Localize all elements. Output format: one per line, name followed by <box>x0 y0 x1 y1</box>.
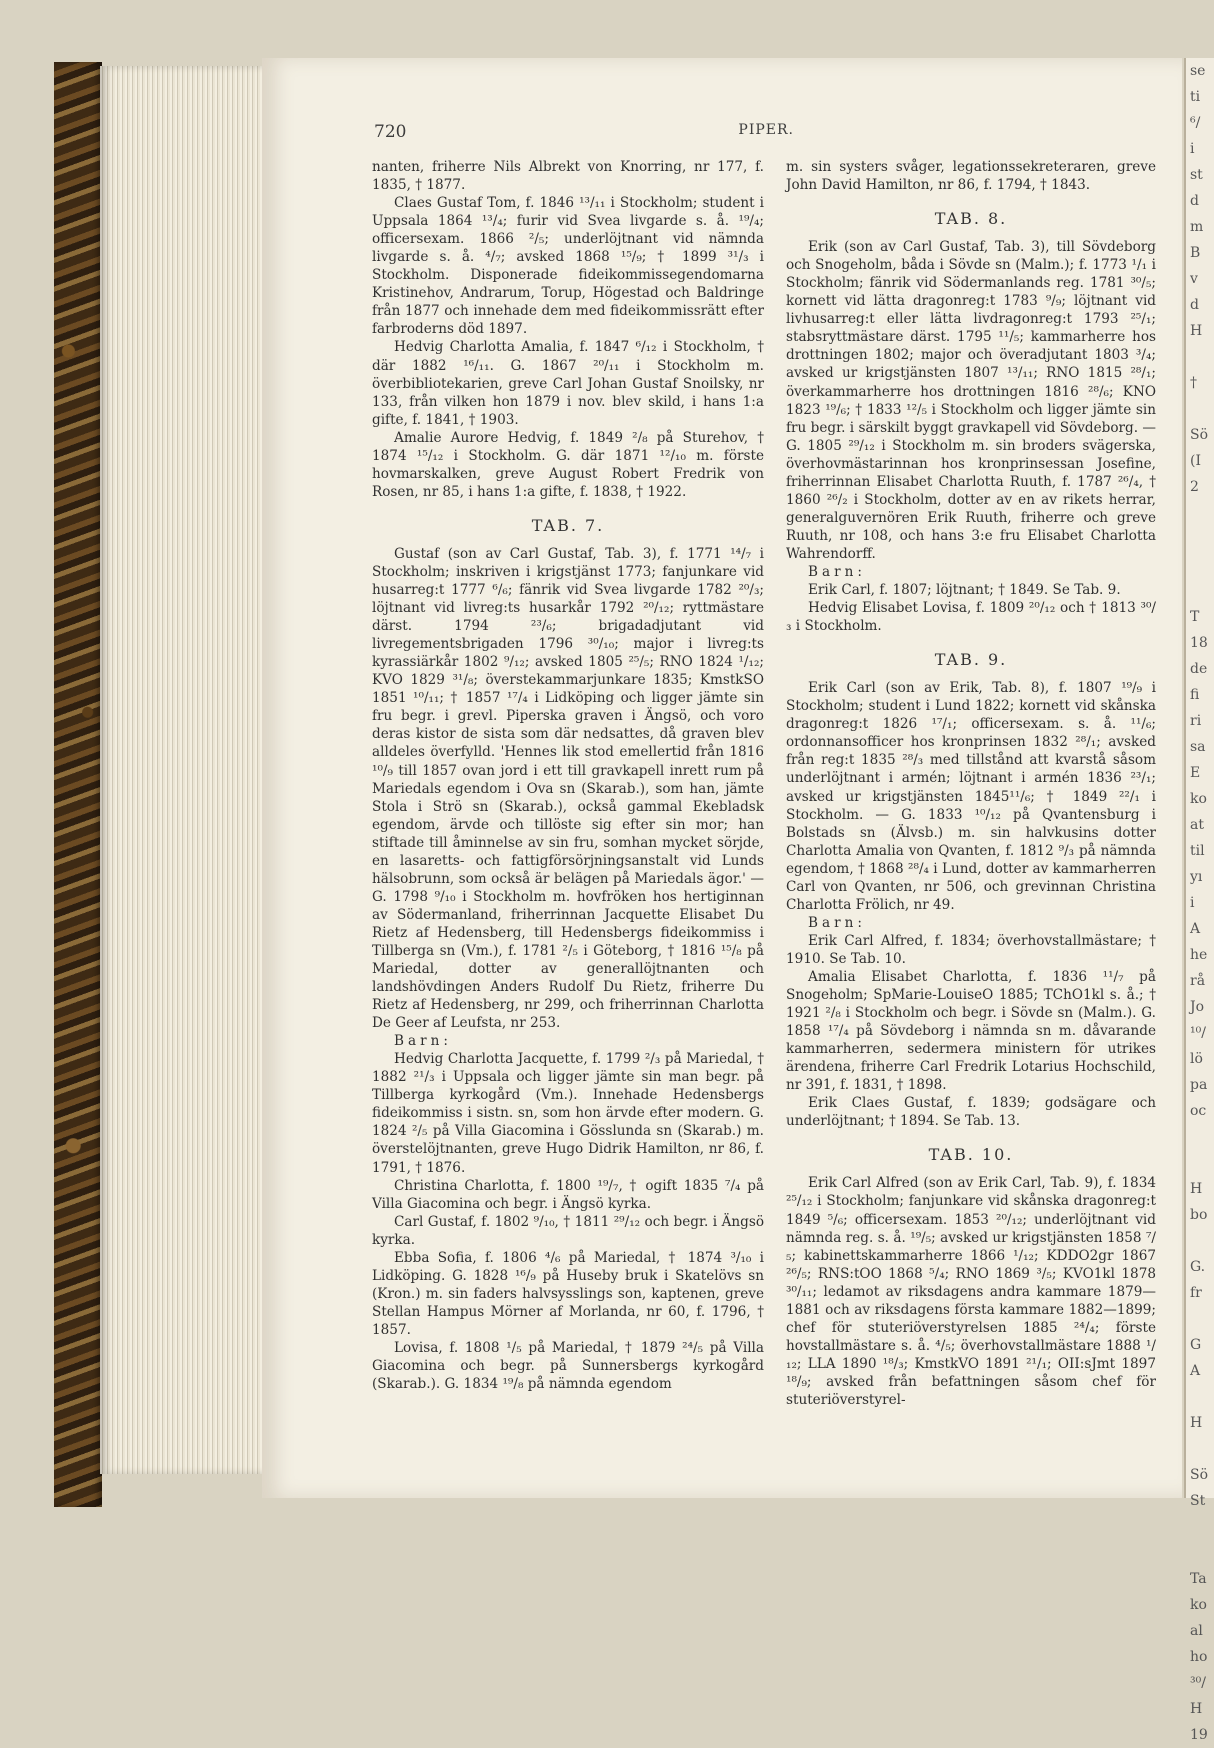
facing-page-text-fragment: ho <box>1190 1649 1208 1665</box>
facing-page-text-fragment <box>1186 578 1214 604</box>
facing-page-text-fragment: ⁶/ <box>1190 115 1201 131</box>
facing-page-text-fragment: E <box>1190 765 1201 781</box>
entry-paragraph: Hedvig Charlotta Jacquette, f. 1799 ²/₃ på Mariedal, † 1882 ²¹/₃ i Uppsala och ligger jämte sin man begr. på Tillberga kyrkogård (Vm.). Innehade Hedensbergs fideikommiss i sistn. sn, som hon ärvde efter modern. G. 1824 ²/₅ på Villa Giacomina i Gösslunda sn (Skarab.) m. överstelöjtnanten, greve Hugo Didrik Hamilton, nr 86, f. 1791, † 1876. <box>372 1051 764 1176</box>
facing-page-text-fragment: ¹⁰/ <box>1190 1025 1206 1041</box>
facing-page-text-fragment: pa <box>1190 1077 1208 1093</box>
facing-page-text-fragment: (I <box>1190 453 1201 469</box>
facing-page-text-fragment: i <box>1190 895 1195 911</box>
facing-page-text-fragment <box>1186 552 1214 578</box>
page-header <box>374 122 794 146</box>
facing-page-text-fragment: A <box>1190 1363 1201 1379</box>
entry-paragraph: Carl Gustaf, f. 1802 ⁹/₁₀, † 1811 ²⁹/₁₂ och begr. i Ängsö kyrka. <box>372 1213 764 1248</box>
facing-page-text-fragment <box>1186 500 1214 526</box>
facing-page-text-fragment: ri <box>1190 713 1202 729</box>
facing-page-text-fragment <box>1186 1436 1214 1462</box>
facing-page-text-fragment <box>1186 1150 1214 1176</box>
facing-page-text-fragment: Sö <box>1190 1467 1209 1483</box>
facing-page-text-fragment: at <box>1190 817 1204 833</box>
entry-paragraph: Hedvig Elisabet Lovisa, f. 1809 ²⁰/₁₂ och † 1813 ³⁰/₃ i Stockholm. <box>786 600 1156 635</box>
entry-paragraph: Amalie Aurore Hedvig, f. 1849 ²/₈ på Sturehov, † 1874 ¹⁵/₁₂ i Stockholm. G. där 1871 ¹²/₁₀ m. förste hovmarskalken, greve August Robert Fredrik von Rosen, nr 85, i hans 1:a gifte, f. 1838, † 1922. <box>372 429 764 500</box>
facing-page-text-fragment: 18 <box>1190 635 1208 651</box>
facing-page-text-fragment: A <box>1190 921 1201 937</box>
facing-page-text-fragment: de <box>1190 661 1208 677</box>
facing-page-text-fragment: ³⁰/ <box>1190 1675 1206 1691</box>
entry-paragraph: Erik (son av Carl Gustaf, Tab. 3), till Sövdeborg och Snogeholm, båda i Sövde sn (Malm.); f. 1773 ¹/₁ i Stockholm; fänrik vid Södermanlands reg. 1781 ³⁰/₅; kornett vid lätta dragonreg:t 1783 ⁹/₉; löjtnant vid livhusarreg:t eller lätta livdragonreg:t 1793 ²⁵/₁; stabsryttmästare därst. 1795 ¹¹/₅; kammarherre hos drottningen 1802; major och överadjutant 1803 ³/₄; avsked ur krigstjänsten 1807 ¹³/₁₁; RNO 1815 ²⁸/₁; överkammarherre hos drottningen 1816 ²⁸/₆; KNO 1823 ¹⁹/₆; † 1833 ¹²/₅ i Stockholm och ligger jämte sin fru begr. i särskilt byggt gravkapell vid Sövdeborg. — G. 1805 ²⁹/₁₂ i Stockholm m. sin broders svägerska, överhovmästarinnan hos kronprinsessan Josefine, friherrinnan Elisabet Charlotta Ruuth, f. 1787 ²⁶/₄, † 1860 ²⁶/₂ i Stockholm, dotter av en av rikets herrar, generalguvernören Erik Ruuth, friherre och greve Ruuth, nr 108, och hans 3:e fru Elisabet Charlotta Wahrendorff. <box>786 239 1156 562</box>
facing-page-text-fragment: ti <box>1190 89 1201 105</box>
facing-page-text-fragment: sa <box>1190 739 1206 755</box>
facing-page-fragment <box>1184 58 1214 1743</box>
facing-page-text-fragment: Ta <box>1190 1571 1207 1587</box>
facing-page-text-fragment <box>1186 526 1214 552</box>
facing-page-text-fragment: d <box>1190 193 1199 209</box>
facing-page-text-fragment: m <box>1190 219 1204 235</box>
facing-page-text-fragment: lö <box>1190 1051 1203 1067</box>
page-stack-edges <box>100 66 270 1474</box>
facing-page-text-fragment: fr <box>1190 1285 1202 1301</box>
tab-heading: TAB. 9. <box>934 650 1008 670</box>
facing-page-text-fragment: 2 <box>1190 479 1199 495</box>
entry-paragraph: Erik Carl, f. 1807; löjtnant; † 1849. Se Tab. 9. <box>808 582 1121 599</box>
facing-page-text-fragment: H <box>1190 1701 1203 1717</box>
tab-heading: TAB. 7. <box>531 515 605 535</box>
facing-page-text-fragment: he <box>1190 947 1208 963</box>
facing-page-text-fragment: al <box>1190 1623 1203 1639</box>
entry-paragraph: Christina Charlotta, f. 1800 ¹⁹/₇, † ogift 1835 ⁷/₄ på Villa Giacomina och begr. i Ängsö kyrka. <box>372 1177 764 1212</box>
facing-page-text-fragment: Jo <box>1190 999 1205 1015</box>
entry-paragraph: Lovisa, f. 1808 ¹/₅ på Mariedal, † 1879 ²⁴/₅ på Villa Giacomina och begr. på Sunnersbergs kyrkogård (Skarab.). G. 1834 ¹⁹/₈ på nämnda egendom <box>372 1340 764 1393</box>
entry-paragraph: Erik Carl Alfred (son av Erik Carl, Tab. 9), f. 1834 ²⁵/₁₂ i Stockholm; fanjunkare vid skånska dragonreg:t 1849 ⁵/₆; officersexam. 1853 ²⁰/₁₂; underlöjtnant vid nämnda reg. s. å. ¹⁹/₅; avsked ur krigstjänsten 1858 ⁷/₅; kabinettskammarherre 1866 ¹/₁₂; KDDO2gr 1867 ²⁶/₅; RNS:tOO 1868 ⁵/₄; RNO 1869 ³/₅; KVO1kl 1878 ³⁰/₁₁; ledamot av riksdagens andra kammare 1879—1881 och av riksdagens första kammare 1882—1899; chef för stuteriöverstyrelsen 1885 ²⁴/₄; förste hovstallmästare s. å. ⁴/₅; överhovstallmästare 1888 ¹/₁₂; LLA 1890 ¹⁸/₃; KmstkVO 1891 ²¹/₁; OII:sJmt 1897 ¹⁸/₉; avsked från befattningen såsom chef för stuteriöverstyrel- <box>786 1175 1156 1408</box>
entry-paragraph: Erik Carl Alfred, f. 1834; överhovstallmästare; † 1910. Se Tab. 10. <box>786 932 1156 967</box>
facing-page-text-fragment: se <box>1190 63 1206 79</box>
facing-page-text-fragment: B <box>1190 245 1201 261</box>
facing-page-text-fragment: yı <box>1190 869 1203 885</box>
entry-paragraph: Claes Gustaf Tom, f. 1846 ¹³/₁₁ i Stockholm; student i Uppsala 1864 ¹³/₄; furir vid Svea livgarde s. å. ¹⁹/₄; officersexam. 1866 ²/₅; underlöjtnant vid nämnda livgarde s. å. ⁴/₇; avsked 1868 ¹⁵/₉; † 1899 ³¹/₃ i Stockholm. Disponerade fideikommissegendomarna Kristinehov, Andrarum, Torup, Högestad och Baldringe från 1877 och innehade dem med fideikommissrätt efter farbroderns död 1897. <box>372 195 764 338</box>
tab-heading: TAB. 10. <box>928 1145 1014 1165</box>
entry-paragraph: Erik Carl (son av Erik, Tab. 8), f. 1807 ¹⁹/₉ i Stockholm; student i Lund 1822; kornett vid skånska dragonreg:t 1826 ¹⁷/₁; officersexam. s. å. ¹¹/₆; ordonnansofficer hos kronprinsen 1832 ²⁸/₁; avsked från reg:t 1835 ²⁸/₃ med tillstånd att kvarstå såsom underlöjtnant i armén; löjtnant i armén 1836 ²³/₁; avsked ur krigstjänsten 1845¹¹/₆; † 1849 ²²/₁ i Stockholm. — G. 1833 ¹⁰/₁₂ på Qvantensburg i Bolstads sn (Älvsb.) m. sin halvkusins dotter Charlotta Amalia von Qvanten, f. 1812 ⁹/₃ på nämnda egendom, † 1868 ²⁸/₄ i Lund, dotter av kammarherren Carl von Qvanten, nr 506, och grevinnan Christina Charlotta Frölich, nr 49. <box>786 680 1156 913</box>
facing-page-text-fragment: d <box>1190 297 1199 313</box>
facing-page-text-fragment: i <box>1190 141 1195 157</box>
facing-page-text-fragment: 19 <box>1190 1727 1208 1743</box>
entry-paragraph: Ebba Sofia, f. 1806 ⁴/₆ på Mariedal, † 1874 ³/₁₀ i Lidköping. G. 1828 ¹⁶/₉ på Huseby bruk i Skatelövs sn (Kron.) m. sin faders halvsysslings son, kaptenen, greve Stellan Hampus Mörner af Morlanda, nr 60, f. 1796, † 1857. <box>372 1249 764 1338</box>
facing-page-text-fragment: ko <box>1190 1597 1207 1613</box>
entry-paragraph: Gustaf (son av Carl Gustaf, Tab. 3), f. 1771 ¹⁴/₇ i Stockholm; inskriven i krigstjänst 1773; fanjunkare vid husarreg:t 1777 ⁶/₆; fänrik vid Svea livgarde 1782 ²⁰/₃; löjtnant vid livreg:ts husarkår 1792 ²⁰/₁₂; ryttmästare därst. 1794 ²³/₆; brigadadjutant vid livregementsbrigaden 1796 ³⁰/₁₀; major i livreg:ts kyrassiärkår 1802 ⁹/₁₂; avsked 1805 ²⁵/₅; RNO 1824 ¹/₁₂; KVO 1829 ³¹/₈; överstekammarjunkare 1835; KmstkSO 1851 ¹⁰/₁₁; † 1857 ¹⁷/₄ i Lidköping och ligger jämte sin fru begr. i grevl. Piperska graven i Ängsö, och voro deras kistor de sista som där nedsattes, då graven blev alldeles överfylld. 'Hennes lik stod emellertid från 1816 ¹⁰/₉ till 1857 ovan jord i ett till gravkapell inrett rum på Mariedals egendom i Ova sn (Skarab.), som han, jämte Stola i Strö sn (Skarab.), också gammal Ekebladsk egendom, ärvde och tillöste sig efter sin mor; han stiftade till åminnelse av sin fru, somhan mycket sörjde, en lasaretts- och fattigförsörjningsanstalt vid Lunds hälsobrunn, som också är belägen på Mariedals ägor.' — G. 1798 ⁹/₁₀ i Stockholm m. hovfröken hos hertiginnan av Södermanland, friherrinnan Jacquette Elisabet Du Rietz af Hedensberg, till Hedensbergs fideikommiss i Tillberga sn (Vm.), f. 1781 ²/₅ i Göteborg, † 1816 ¹⁵/₈ på Mariedal, dotter av generallöjtnanten och landshövdingen Anders Rudolf Du Rietz, friherre Du Rietz af Hedensberg, nr 299, och friherrinnan Charlotta De Geer af Leufsta, nr 253. <box>372 545 764 1032</box>
entry-paragraph: Amalia Elisabet Charlotta, f. 1836 ¹¹/₇ på Snogeholm; SpMarie-LouiseO 1885; TChO1kl s. å.; † 1921 ²/₈ i Stockholm och begr. i Sövde sn (Malm.). G. 1858 ¹⁷/₄ på Sövdeborg i nämnda sn m. dåvarande kammarherren, sedermera ministern för utrikes ärendena, friherre Carl Fredrik Lotarius Hochschild, nr 391, f. 1831, † 1898. <box>786 968 1156 1094</box>
facing-page-text-fragment: fi <box>1190 687 1200 703</box>
facing-page-text-fragment: ko <box>1190 791 1207 807</box>
facing-page-text-fragment: H <box>1190 1415 1203 1431</box>
book-binding-edge <box>54 62 102 1507</box>
facing-page-text-fragment: rå <box>1190 973 1206 989</box>
facing-page-text-fragment: til <box>1190 843 1205 859</box>
left-text-column <box>372 158 764 1393</box>
facing-page-text-fragment: G <box>1190 1337 1202 1353</box>
facing-page-text-fragment: H <box>1190 323 1203 339</box>
facing-page-text-fragment: bo <box>1190 1207 1208 1223</box>
facing-page-text-fragment <box>1186 1306 1214 1332</box>
facing-page-text-fragment: oc <box>1190 1103 1207 1119</box>
right-text-column <box>786 158 1156 1409</box>
facing-page-text-fragment <box>1186 1540 1214 1566</box>
facing-page-text-fragment <box>1186 1228 1214 1254</box>
entry-paragraph: m. sin systers svåger, legationssekreteraren, greve John David Hamilton, nr 86, f. 1794, † 1843. <box>786 159 1156 194</box>
page-number: 720 <box>374 122 407 142</box>
facing-page-text-fragment: v <box>1190 271 1198 287</box>
running-head: PIPER. <box>738 122 794 138</box>
facing-page-text-fragment <box>1186 396 1214 422</box>
facing-page-text-fragment: T <box>1190 609 1200 625</box>
facing-page-text-fragment: † <box>1190 375 1197 391</box>
children-heading: Barn: <box>808 563 866 580</box>
entry-paragraph: Hedvig Charlotta Amalia, f. 1847 ⁶/₁₂ i Stockholm, † där 1882 ¹⁶/₁₁. G. 1867 ²⁰/₁₁ i Stockholm m. överbibliotekarien, greve Carl Johan Gustaf Snoilsky, nr 133, från vilken hon 1879 i nov. blev skild, i hans 1:a gifte, f. 1841, † 1903. <box>372 339 764 428</box>
facing-page-text-fragment: H <box>1190 1181 1203 1197</box>
facing-page-text-fragment: St <box>1190 1493 1206 1509</box>
children-heading: Barn: <box>808 914 866 931</box>
facing-page-text-fragment <box>1186 1124 1214 1150</box>
children-heading: Barn: <box>394 1033 452 1050</box>
facing-page-text-fragment <box>1186 344 1214 370</box>
facing-page-text-fragment: Sö <box>1190 427 1209 443</box>
entry-paragraph: Erik Claes Gustaf, f. 1839; godsägare och underlöjtnant; † 1894. Se Tab. 13. <box>786 1095 1156 1130</box>
facing-page-text-fragment: st <box>1190 167 1203 183</box>
facing-page-text-fragment: G. <box>1190 1259 1206 1275</box>
tab-heading: TAB. 8. <box>934 209 1008 229</box>
facing-page-text-fragment <box>1186 1514 1214 1540</box>
facing-page-text-fragment <box>1186 1384 1214 1410</box>
entry-paragraph: nanten, friherre Nils Albrekt von Knorring, nr 177, f. 1835, † 1877. <box>372 159 764 194</box>
